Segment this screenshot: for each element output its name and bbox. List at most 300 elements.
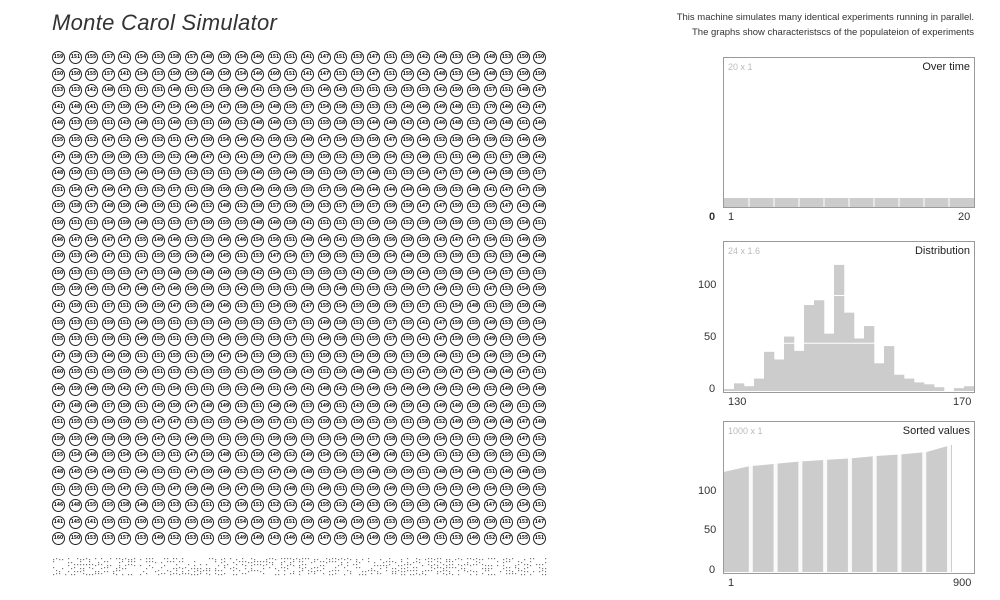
experiment-cell[interactable]: 148: [500, 117, 513, 130]
experiment-cell[interactable]: 150: [367, 300, 380, 313]
experiment-cell[interactable]: 145: [85, 250, 98, 263]
experiment-cell[interactable]: 153: [351, 51, 364, 64]
experiment-cell[interactable]: 150: [533, 51, 546, 64]
experiment-cell[interactable]: 160: [218, 117, 231, 130]
experiment-cell[interactable]: 151: [484, 151, 497, 164]
experiment-cell[interactable]: 150: [185, 250, 198, 263]
experiment-cell[interactable]: 155: [517, 317, 530, 330]
experiment-cell[interactable]: 141: [301, 68, 314, 81]
experiment-cell[interactable]: 146: [268, 117, 281, 130]
experiment-cell[interactable]: 153: [318, 283, 331, 296]
experiment-cell[interactable]: 145: [152, 400, 165, 413]
experiment-cell[interactable]: 157: [118, 532, 131, 545]
experiment-cell[interactable]: 151: [351, 217, 364, 230]
experiment-cell[interactable]: 155: [85, 117, 98, 130]
experiment-cell[interactable]: 147: [102, 234, 115, 247]
experiment-cell[interactable]: 150: [152, 200, 165, 213]
experiment-cell[interactable]: 141: [484, 184, 497, 197]
experiment-cell[interactable]: 160: [52, 532, 65, 545]
experiment-cell[interactable]: 153: [185, 333, 198, 346]
experiment-cell[interactable]: 146: [251, 68, 264, 81]
experiment-cell[interactable]: 146: [52, 383, 65, 396]
experiment-cell[interactable]: 154: [467, 134, 480, 147]
experiment-cell[interactable]: 147: [500, 200, 513, 213]
experiment-cell[interactable]: 153: [467, 449, 480, 462]
experiment-cell[interactable]: 151: [152, 516, 165, 529]
experiment-cell[interactable]: 147: [52, 400, 65, 413]
experiment-cell[interactable]: 147: [168, 300, 181, 313]
experiment-cell[interactable]: 155: [235, 333, 248, 346]
experiment-cell[interactable]: 158: [450, 134, 463, 147]
experiment-cell[interactable]: 151: [484, 300, 497, 313]
experiment-cell[interactable]: 147: [484, 283, 497, 296]
experiment-cell[interactable]: 155: [135, 234, 148, 247]
experiment-cell[interactable]: 148: [450, 117, 463, 130]
experiment-cell[interactable]: 159: [384, 300, 397, 313]
experiment-cell[interactable]: 158: [69, 151, 82, 164]
experiment-cell[interactable]: 153: [334, 267, 347, 280]
experiment-cell[interactable]: 150: [434, 217, 447, 230]
experiment-cell[interactable]: 146: [168, 234, 181, 247]
experiment-cell[interactable]: 148: [517, 250, 530, 263]
experiment-cell[interactable]: 147: [467, 234, 480, 247]
experiment-cell[interactable]: 155: [334, 532, 347, 545]
experiment-cell[interactable]: 149: [384, 483, 397, 496]
experiment-cell[interactable]: 147: [69, 234, 82, 247]
experiment-cell[interactable]: 149: [417, 151, 430, 164]
experiment-cell[interactable]: 151: [284, 68, 297, 81]
experiment-cell[interactable]: 142: [417, 51, 430, 64]
experiment-cell[interactable]: 147: [367, 51, 380, 64]
experiment-cell[interactable]: 146: [401, 101, 414, 114]
experiment-cell[interactable]: 151: [301, 117, 314, 130]
experiment-cell[interactable]: 151: [533, 217, 546, 230]
experiment-cell[interactable]: 158: [500, 167, 513, 180]
experiment-cell[interactable]: 150: [168, 400, 181, 413]
experiment-cell[interactable]: 155: [384, 416, 397, 429]
experiment-cell[interactable]: 148: [384, 117, 397, 130]
experiment-cell[interactable]: 150: [533, 449, 546, 462]
experiment-cell[interactable]: 153: [135, 532, 148, 545]
experiment-cell[interactable]: 152: [401, 217, 414, 230]
experiment-cell[interactable]: 150: [500, 499, 513, 512]
experiment-cell[interactable]: 151: [85, 267, 98, 280]
experiment-cell[interactable]: 151: [434, 300, 447, 313]
experiment-cell[interactable]: 149: [500, 383, 513, 396]
experiment-cell[interactable]: 153: [185, 234, 198, 247]
experiment-cell[interactable]: 147: [450, 366, 463, 379]
experiment-cell[interactable]: 147: [85, 184, 98, 197]
experiment-cell[interactable]: 147: [152, 283, 165, 296]
experiment-cell[interactable]: 155: [318, 117, 331, 130]
experiment-cell[interactable]: 141: [301, 217, 314, 230]
experiment-cell[interactable]: 148: [467, 184, 480, 197]
experiment-cell[interactable]: 150: [351, 416, 364, 429]
experiment-cell[interactable]: 146: [135, 466, 148, 479]
experiment-cell[interactable]: 141: [52, 300, 65, 313]
experiment-cell[interactable]: 150: [152, 300, 165, 313]
experiment-cell[interactable]: 155: [102, 516, 115, 529]
experiment-cell[interactable]: 152: [467, 200, 480, 213]
experiment-cell[interactable]: 154: [484, 267, 497, 280]
experiment-cell[interactable]: 155: [367, 333, 380, 346]
experiment-cell[interactable]: 153: [69, 333, 82, 346]
experiment-cell[interactable]: 147: [118, 234, 131, 247]
experiment-cell[interactable]: 153: [69, 267, 82, 280]
experiment-cell[interactable]: 157: [168, 184, 181, 197]
experiment-cell[interactable]: 153: [185, 317, 198, 330]
experiment-cell[interactable]: 151: [201, 383, 214, 396]
experiment-cell[interactable]: 154: [318, 449, 331, 462]
experiment-cell[interactable]: 145: [218, 250, 231, 263]
experiment-cell[interactable]: 152: [284, 499, 297, 512]
experiment-cell[interactable]: 150: [401, 283, 414, 296]
experiment-cell[interactable]: 155: [218, 217, 231, 230]
experiment-cell[interactable]: 149: [434, 101, 447, 114]
experiment-cell[interactable]: 154: [434, 483, 447, 496]
experiment-cell[interactable]: 155: [185, 516, 198, 529]
experiment-cell[interactable]: 150: [118, 101, 131, 114]
experiment-cell[interactable]: 141: [251, 84, 264, 97]
experiment-cell[interactable]: 151: [284, 516, 297, 529]
experiment-cell[interactable]: 150: [135, 366, 148, 379]
experiment-cell[interactable]: 150: [201, 466, 214, 479]
experiment-cell[interactable]: 159: [52, 51, 65, 64]
experiment-cell[interactable]: 142: [251, 267, 264, 280]
experiment-cell[interactable]: 154: [334, 134, 347, 147]
experiment-cell[interactable]: 153: [185, 416, 198, 429]
experiment-cell[interactable]: 148: [135, 283, 148, 296]
experiment-cell[interactable]: 146: [434, 117, 447, 130]
experiment-cell[interactable]: 149: [235, 84, 248, 97]
experiment-cell[interactable]: 147: [318, 68, 331, 81]
experiment-cell[interactable]: 155: [201, 433, 214, 446]
experiment-cell[interactable]: 150: [401, 267, 414, 280]
experiment-cell[interactable]: 148: [218, 200, 231, 213]
experiment-cell[interactable]: 153: [401, 483, 414, 496]
experiment-cell[interactable]: 158: [334, 117, 347, 130]
experiment-cell[interactable]: 153: [201, 366, 214, 379]
experiment-cell[interactable]: 147: [417, 200, 430, 213]
experiment-cell[interactable]: 154: [384, 250, 397, 263]
experiment-cell[interactable]: 148: [484, 51, 497, 64]
experiment-cell[interactable]: 151: [168, 200, 181, 213]
experiment-cell[interactable]: 149: [102, 466, 115, 479]
experiment-cell[interactable]: 155: [235, 317, 248, 330]
experiment-cell[interactable]: 147: [218, 350, 231, 363]
experiment-cell[interactable]: 153: [334, 416, 347, 429]
experiment-cell[interactable]: 146: [467, 532, 480, 545]
experiment-cell[interactable]: 152: [484, 532, 497, 545]
experiment-cell[interactable]: 144: [367, 117, 380, 130]
experiment-cell[interactable]: 147: [102, 250, 115, 263]
experiment-cell[interactable]: 149: [367, 532, 380, 545]
experiment-cell[interactable]: 141: [334, 234, 347, 247]
experiment-cell[interactable]: 154: [467, 68, 480, 81]
experiment-cell[interactable]: 154: [69, 449, 82, 462]
experiment-cell[interactable]: 152: [268, 499, 281, 512]
experiment-cell[interactable]: 151: [533, 532, 546, 545]
experiment-cell[interactable]: 150: [118, 151, 131, 164]
experiment-cell[interactable]: 157: [384, 317, 397, 330]
experiment-cell[interactable]: 158: [301, 283, 314, 296]
experiment-cell[interactable]: 157: [102, 300, 115, 313]
experiment-cell[interactable]: 148: [434, 466, 447, 479]
experiment-cell[interactable]: 158: [168, 51, 181, 64]
experiment-cell[interactable]: 151: [351, 317, 364, 330]
experiment-cell[interactable]: 147: [318, 51, 331, 64]
experiment-cell[interactable]: 141: [301, 51, 314, 64]
experiment-cell[interactable]: 151: [334, 51, 347, 64]
experiment-cell[interactable]: 144: [384, 184, 397, 197]
experiment-cell[interactable]: 155: [301, 184, 314, 197]
experiment-cell[interactable]: 158: [69, 200, 82, 213]
experiment-cell[interactable]: 153: [168, 499, 181, 512]
experiment-cell[interactable]: 150: [52, 267, 65, 280]
experiment-cell[interactable]: 155: [152, 499, 165, 512]
experiment-cell[interactable]: 151: [52, 416, 65, 429]
experiment-cell[interactable]: 151: [85, 366, 98, 379]
experiment-cell[interactable]: 153: [500, 51, 513, 64]
experiment-cell[interactable]: 154: [85, 234, 98, 247]
experiment-cell[interactable]: 149: [284, 466, 297, 479]
experiment-cell[interactable]: 158: [69, 350, 82, 363]
experiment-cell[interactable]: 155: [500, 300, 513, 313]
experiment-cell[interactable]: 142: [118, 383, 131, 396]
experiment-cell[interactable]: 150: [533, 68, 546, 81]
experiment-cell[interactable]: 151: [118, 84, 131, 97]
experiment-cell[interactable]: 151: [235, 366, 248, 379]
experiment-cell[interactable]: 157: [417, 283, 430, 296]
experiment-cell[interactable]: 153: [168, 217, 181, 230]
experiment-cell[interactable]: 154: [251, 101, 264, 114]
experiment-cell[interactable]: 150: [118, 366, 131, 379]
experiment-cell[interactable]: 156: [334, 449, 347, 462]
experiment-cell[interactable]: 153: [268, 317, 281, 330]
experiment-cell[interactable]: 155: [467, 333, 480, 346]
experiment-cell[interactable]: 151: [118, 317, 131, 330]
experiment-cell[interactable]: 155: [367, 516, 380, 529]
experiment-cell[interactable]: 151: [168, 333, 181, 346]
experiment-cell[interactable]: 151: [251, 433, 264, 446]
experiment-cell[interactable]: 157: [500, 267, 513, 280]
experiment-cell[interactable]: 159: [52, 433, 65, 446]
experiment-cell[interactable]: 146: [301, 532, 314, 545]
experiment-cell[interactable]: 154: [351, 383, 364, 396]
experiment-cell[interactable]: 147: [152, 433, 165, 446]
experiment-cell[interactable]: 150: [417, 433, 430, 446]
experiment-cell[interactable]: 149: [417, 383, 430, 396]
experiment-cell[interactable]: 142: [235, 283, 248, 296]
experiment-cell[interactable]: 151: [450, 151, 463, 164]
experiment-cell[interactable]: 142: [85, 84, 98, 97]
experiment-cell[interactable]: 159: [251, 151, 264, 164]
experiment-cell[interactable]: 143: [417, 400, 430, 413]
experiment-cell[interactable]: 157: [334, 200, 347, 213]
experiment-cell[interactable]: 154: [251, 234, 264, 247]
experiment-cell[interactable]: 157: [102, 68, 115, 81]
experiment-cell[interactable]: 147: [118, 283, 131, 296]
experiment-cell[interactable]: 140: [301, 134, 314, 147]
experiment-cell[interactable]: 151: [268, 51, 281, 64]
experiment-cell[interactable]: 142: [533, 151, 546, 164]
experiment-cell[interactable]: 146: [417, 184, 430, 197]
experiment-cell[interactable]: 152: [268, 483, 281, 496]
experiment-cell[interactable]: 160: [268, 68, 281, 81]
experiment-cell[interactable]: 141: [417, 333, 430, 346]
experiment-cell[interactable]: 146: [467, 151, 480, 164]
experiment-cell[interactable]: 150: [251, 449, 264, 462]
experiment-cell[interactable]: 153: [351, 151, 364, 164]
experiment-cell[interactable]: 154: [152, 167, 165, 180]
experiment-cell[interactable]: 151: [484, 217, 497, 230]
experiment-cell[interactable]: 147: [185, 134, 198, 147]
experiment-cell[interactable]: 148: [301, 234, 314, 247]
experiment-cell[interactable]: 156: [384, 217, 397, 230]
experiment-cell[interactable]: 150: [268, 350, 281, 363]
experiment-cell[interactable]: 153: [367, 283, 380, 296]
experiment-cell[interactable]: 150: [118, 200, 131, 213]
experiment-cell[interactable]: 151: [434, 449, 447, 462]
experiment-cell[interactable]: 155: [85, 51, 98, 64]
experiment-cell[interactable]: 157: [268, 200, 281, 213]
experiment-cell[interactable]: 151: [450, 350, 463, 363]
experiment-cell[interactable]: 147: [517, 416, 530, 429]
experiment-cell[interactable]: 160: [52, 366, 65, 379]
experiment-cell[interactable]: 151: [533, 366, 546, 379]
experiment-cell[interactable]: 152: [384, 366, 397, 379]
experiment-cell[interactable]: 150: [135, 300, 148, 313]
experiment-cell[interactable]: 147: [118, 184, 131, 197]
experiment-cell[interactable]: 155: [69, 416, 82, 429]
experiment-cell[interactable]: 150: [434, 184, 447, 197]
experiment-cell[interactable]: 149: [367, 383, 380, 396]
experiment-cell[interactable]: 153: [201, 317, 214, 330]
experiment-cell[interactable]: 148: [201, 51, 214, 64]
experiment-cell[interactable]: 146: [251, 167, 264, 180]
experiment-cell[interactable]: 155: [52, 333, 65, 346]
experiment-cell[interactable]: 147: [533, 101, 546, 114]
experiment-cell[interactable]: 153: [434, 250, 447, 263]
experiment-cell[interactable]: 155: [52, 449, 65, 462]
experiment-cell[interactable]: 155: [351, 466, 364, 479]
experiment-cell[interactable]: 148: [533, 200, 546, 213]
experiment-cell[interactable]: 150: [118, 350, 131, 363]
experiment-cell[interactable]: 154: [533, 317, 546, 330]
experiment-cell[interactable]: 153: [268, 84, 281, 97]
experiment-cell[interactable]: 152: [168, 532, 181, 545]
experiment-cell[interactable]: 151: [500, 84, 513, 97]
experiment-cell[interactable]: 146: [351, 184, 364, 197]
experiment-cell[interactable]: 151: [251, 499, 264, 512]
experiment-cell[interactable]: 150: [118, 400, 131, 413]
experiment-cell[interactable]: 142: [517, 101, 530, 114]
experiment-cell[interactable]: 159: [484, 134, 497, 147]
experiment-cell[interactable]: 150: [450, 250, 463, 263]
experiment-cell[interactable]: 140: [218, 267, 231, 280]
experiment-cell[interactable]: 152: [434, 134, 447, 147]
experiment-cell[interactable]: 151: [185, 84, 198, 97]
experiment-cell[interactable]: 158: [450, 267, 463, 280]
experiment-cell[interactable]: 150: [367, 483, 380, 496]
experiment-cell[interactable]: 150: [318, 151, 331, 164]
experiment-cell[interactable]: 153: [235, 184, 248, 197]
experiment-cell[interactable]: 148: [484, 366, 497, 379]
experiment-cell[interactable]: 151: [152, 350, 165, 363]
experiment-cell[interactable]: 155: [52, 200, 65, 213]
experiment-cell[interactable]: 151: [201, 117, 214, 130]
experiment-cell[interactable]: 149: [434, 400, 447, 413]
experiment-cell[interactable]: 141: [235, 151, 248, 164]
experiment-cell[interactable]: 143: [351, 400, 364, 413]
experiment-cell[interactable]: 159: [284, 151, 297, 164]
experiment-cell[interactable]: 155: [168, 350, 181, 363]
experiment-cell[interactable]: 150: [118, 433, 131, 446]
experiment-cell[interactable]: 155: [102, 167, 115, 180]
experiment-cell[interactable]: 155: [401, 516, 414, 529]
experiment-cell[interactable]: 150: [201, 449, 214, 462]
experiment-cell[interactable]: 152: [235, 117, 248, 130]
experiment-cell[interactable]: 149: [135, 333, 148, 346]
experiment-cell[interactable]: 155: [517, 167, 530, 180]
experiment-cell[interactable]: 150: [533, 283, 546, 296]
experiment-cell[interactable]: 151: [401, 416, 414, 429]
experiment-cell[interactable]: 148: [135, 499, 148, 512]
experiment-cell[interactable]: 151: [351, 283, 364, 296]
experiment-cell[interactable]: 153: [118, 267, 131, 280]
experiment-cell[interactable]: 153: [318, 433, 331, 446]
experiment-cell[interactable]: 157: [301, 250, 314, 263]
experiment-cell[interactable]: 152: [85, 134, 98, 147]
experiment-cell[interactable]: 155: [401, 499, 414, 512]
experiment-cell[interactable]: 148: [367, 366, 380, 379]
experiment-cell[interactable]: 147: [318, 134, 331, 147]
experiment-cell[interactable]: 159: [450, 333, 463, 346]
experiment-cell[interactable]: 148: [268, 101, 281, 114]
experiment-cell[interactable]: 155: [284, 101, 297, 114]
experiment-cell[interactable]: 154: [218, 134, 231, 147]
experiment-cell[interactable]: 146: [417, 101, 430, 114]
experiment-cell[interactable]: 147: [235, 483, 248, 496]
experiment-cell[interactable]: 153: [517, 267, 530, 280]
experiment-cell[interactable]: 153: [500, 68, 513, 81]
experiment-cell[interactable]: 146: [218, 234, 231, 247]
experiment-cell[interactable]: 155: [69, 366, 82, 379]
experiment-cell[interactable]: 147: [168, 483, 181, 496]
experiment-cell[interactable]: 150: [284, 200, 297, 213]
experiment-cell[interactable]: 151: [118, 250, 131, 263]
experiment-cell[interactable]: 143: [301, 366, 314, 379]
experiment-cell[interactable]: 157: [384, 333, 397, 346]
experiment-cell[interactable]: 150: [401, 466, 414, 479]
experiment-cell[interactable]: 149: [318, 333, 331, 346]
experiment-cell[interactable]: 150: [301, 516, 314, 529]
experiment-cell[interactable]: 150: [268, 134, 281, 147]
experiment-cell[interactable]: 159: [351, 200, 364, 213]
experiment-cell[interactable]: 147: [367, 68, 380, 81]
experiment-cell[interactable]: 148: [201, 400, 214, 413]
experiment-cell[interactable]: 141: [85, 516, 98, 529]
experiment-cell[interactable]: 151: [69, 51, 82, 64]
experiment-cell[interactable]: 157: [85, 200, 98, 213]
experiment-cell[interactable]: 150: [401, 400, 414, 413]
experiment-cell[interactable]: 150: [533, 400, 546, 413]
experiment-cell[interactable]: 152: [235, 383, 248, 396]
experiment-cell[interactable]: 153: [201, 333, 214, 346]
experiment-cell[interactable]: 148: [251, 217, 264, 230]
experiment-cell[interactable]: 150: [401, 234, 414, 247]
experiment-cell[interactable]: 150: [351, 516, 364, 529]
